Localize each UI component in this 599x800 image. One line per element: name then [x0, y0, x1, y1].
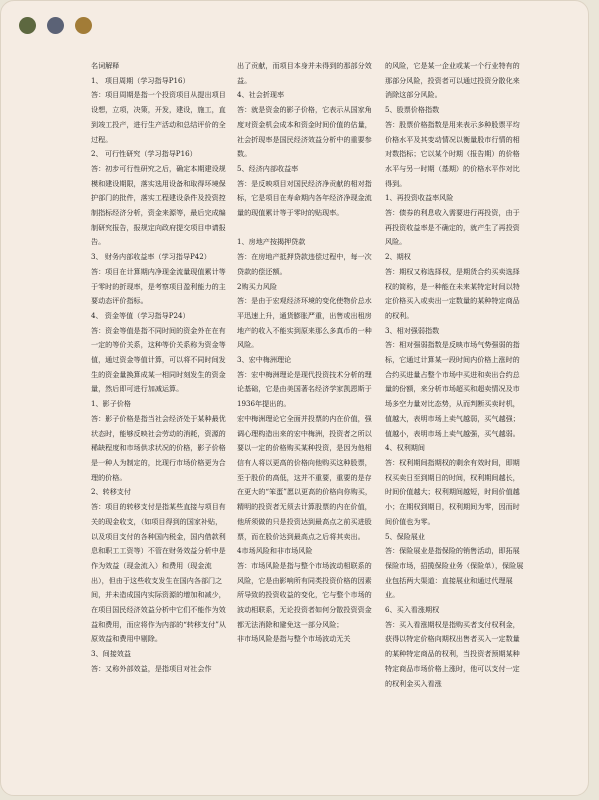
text-column-1: 名词解释 1、 项目周期（学习指导P16） 答：项目周期是指一个投资项目从提出项目设想，立项，决策，开发，建设，施工，直到竣工投产，进行生产活动和总结评价的全过程。 2、 可行性研究（学习指导P16） 答：初步可行性研究之后，确定本期建设规模和建设期限，落实选用设备和取得环境保护部门的批件，落实工程建设条件及投资控制指标经济分析，资金来源等，最后完成编制研究报告，报规定向政府提交项目申请报告。 3、 财务内部收益率（学习指导P42） 答：项目在计算期内净现金流量现值累计等于零时的折现率，是考察项目盈利能力的主要动态评价指标。 4、 资金等值（学习指导P24） 答：资金等值是指不同时间的资金外在在有一定的等价关系，这种等价关系称为资金等值，通过资金等值计算，可以将不同时间发生的资金量换算成某一相同时刻发生的资金量，然后即可进行加减运算。 1、影子价格 答：影子价格是指当社会经济处于某种最优状态时，能够反映社会劳动的消耗，资源的稀缺程度和市场供求状况的价格，影子价格是一种人为制定的，比现行市场价格更为合理的价格。 2、转移支付 答：项目的转移支付是指某些直接与项目有关的现金收支，（如项目得到的国家补贴，以及项目支付的各种国内税金，国内借款利息和职工工资等）不管在财务效益分析中是作为效益（现金流入）和费用（现金流出），但由于这些收支发生在国内各部门之间，并未造成国内实际资源的增加和减少，在项目国民经济效益分析中它们不能作为效益和费用，而应将作为内部的“转移支付”从原效益和费用中剔除。 3、间接效益 答：又称外部效益，是指项目对社会作 [91, 61, 226, 673]
maximize-dot[interactable] [75, 17, 92, 34]
window-controls [19, 17, 92, 34]
text-column-3: 的风险，它是某一企业或某一个行业特有的那部分风险，投资者可以通过投资分散化来消除这部分风险。 5、股票价格指数 答：股票价格指数是用来表示多种股票平均价格水平及其变动情况以衡量股市行情的相对数指标；它以某个时期（报告期）的价格水平与另一时期（基期）的价格水平作对比得到。 1、再投资收益率风险 答：债券的利息收入需要进行再投资，由于再投资收益率是不确定的，就产生了再投资风险。 2、期权 答：期权又称选择权，是期货合约买卖选择权的简称，是一种能在未来某特定时间以特定价格买入或卖出一定数量的某种特定商品的权利。 3、相对强弱指数 答：相对强弱指数是反映市场气势强弱的指标，它通过计算某一段时间内价格上涨时的合约买进量占整个市场中买进和卖出合约总量的份额，来分析市场超买和超卖情况及市场多空力量对比态势，从而判断买卖时机，值越大，表明市场上卖气越弱，买气越强；值越小，表明市场上卖气越强，买气越弱。 4、权利期间 答：权利期间指期权的剩余有效时间，即期权买卖日至到期日的时间，权利期间越长，时间价值越大；权利期间越短，时间价值越小；在期权到期日，权利期间为零，因而时间价值也为零。 5、保险展业 答：保险展业是指保险的销售活动，即拓展保险市场，招揽保险业务（保险单），保险展业包括两大渠道：直接展业和通过代理展业。 6、买入看涨期权 答：买入看涨期权是指购买者支付权利金，获得以特定价格向期权出售者买入一定数量的某种特定商品的权利，当投资者预期某种特定商品市场价格上涨时，他可以支付一定的权利金买入看涨 [385, 61, 524, 688]
text-column-2: 出了贡献，而项目本身并未得到的那部分效益。 4、社会折现率 答：就是资金的影子价格，它表示从国家角度对资金机会成本和资金时间价值的估量，社会折现率是国民经济效益分析中的重要参数。 5、经济内部收益率 答：是反映项目对国民经济净贡献的相对指标，它是项目在寿命期内各年经济净现金流量的现值累计等于零时的贴现率。 1、房地产按揭押贷款 答：在房地产抵押贷款违偿过程中，每一次贷款的偿还额。 2购买力风险 答：是由于宏观经济环境的变化使物价总水平迅速上升，通货膨胀严重，出售或出租房地产的收入不能实到原来那么多真币的一种风险。 3、宏中梅洲理论 答：宏中梅洲理论是现代投资技术分析的理论基础，它是由美国著名经济学家凯恩斯于1936年提出的。 宏中梅洲理论它全面并投票的内在价值，强调心理构造出来的宏中梅洲，投资者之所以要以一定的价格购买某种投资，是因为他相信有人将以更高的价格向他购买这种股票，至于股价的高低，这并不重要，重要的是存在更大的“笨蛋”愿以更高的价格向你购买，精明的投资者无须去计算股票的内在价值，他所须做的只是投资达到最高点之前买进股票，而在股价达到最高点之后将其卖出。 4市场风险和非市场风险 答：市场风险是指与整个市场波动相联系的风险，它是由影响所有同类投资价格的因素所导致的投资收益的变化，它与整个市场的波动相联系，无论投资者如何分散投资资金都无法消除和避免这一部分风险； 非市场风险是指与整个市场波动无关 [237, 61, 372, 644]
minimize-dot[interactable] [47, 17, 64, 34]
close-dot[interactable] [19, 17, 36, 34]
